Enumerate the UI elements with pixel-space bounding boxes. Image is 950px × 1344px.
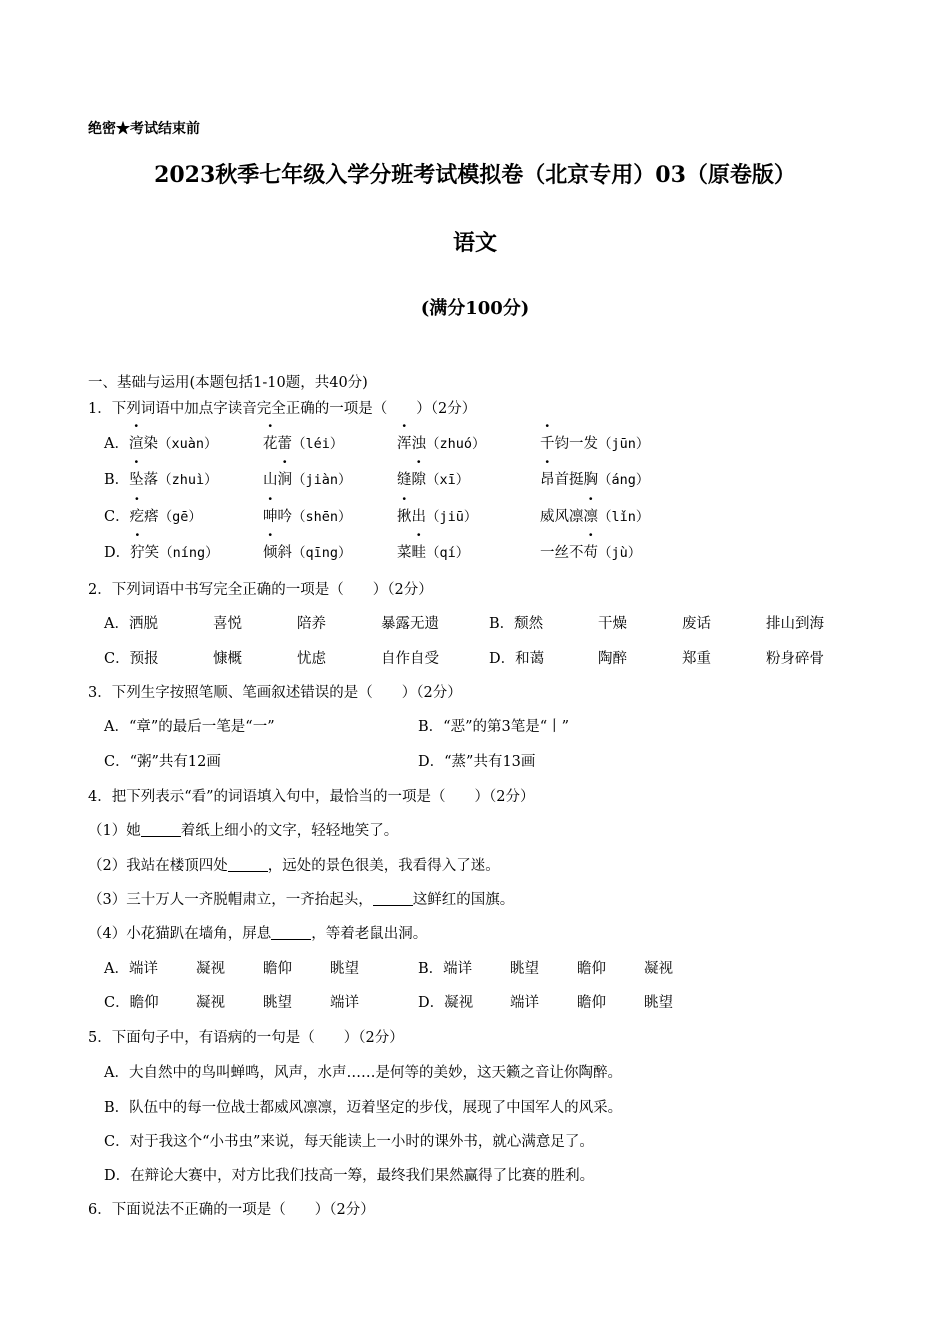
pinyin: （áng）: [598, 472, 650, 488]
option-text: 钧一发: [554, 436, 598, 452]
option-text: 山: [263, 472, 278, 488]
question-1-option: [397, 468, 469, 489]
question-4-sentence-1: [88, 819, 398, 840]
dotted-character: 涧: [277, 472, 292, 488]
pinyin: （shēn）: [292, 509, 352, 525]
sentence-1-end: 着纸上细小的文字，轻轻地笑了。: [180, 823, 399, 839]
question-3-option-c: C．“粥”共有12画: [104, 754, 221, 770]
question-1-option: [104, 432, 218, 453]
dotted-character: 花: [263, 436, 278, 452]
question-1-option: [540, 505, 649, 526]
pinyin: （lǐn）: [598, 509, 650, 525]
question-2-word: B．颓然: [489, 616, 544, 632]
question-2-word: A．洒脱: [104, 616, 158, 632]
pinyin: （jù）: [598, 545, 642, 561]
option-text: 缝: [397, 472, 412, 488]
question-4-word: 瞻仰: [577, 995, 606, 1011]
pinyin: （qīng）: [292, 545, 352, 561]
fill-blank: [373, 890, 413, 906]
question-2-word: 慷概: [213, 651, 242, 667]
option-text: 蕾: [277, 436, 292, 452]
subject-title: 语文: [452, 230, 497, 256]
pinyin: （léi）: [292, 436, 344, 452]
question-4-sentence-4: [88, 922, 427, 943]
dotted-character: 狞: [130, 545, 145, 561]
dotted-character: 昂: [540, 472, 555, 488]
question-2-word: 暴露无遗: [381, 616, 439, 632]
question-2-word: 自作自受: [381, 651, 439, 667]
sentence-4-end: ，等着老鼠出洞。: [311, 926, 428, 942]
pinyin: （jiū）: [426, 509, 478, 525]
option-text: 一丝不: [540, 545, 584, 561]
question-4-sentence-3: [88, 888, 514, 909]
question-2-word: 忧虑: [297, 651, 326, 667]
question-4-word: 眺望: [510, 961, 539, 977]
question-1-stem: 1．下列词语中加点字读音完全正确的一项是（ ）（2分）: [88, 401, 477, 417]
pinyin: （qí）: [426, 545, 470, 561]
question-4-word: 凝视: [644, 961, 673, 977]
question-1-option: [540, 468, 649, 489]
question-4-sentence-2: [88, 854, 500, 875]
dotted-character: 揪: [397, 509, 412, 525]
question-3-stem: 3．下列生字按照笔顺、笔画叙述错误的是（ ）（2分）: [88, 685, 462, 701]
pinyin: （níng）: [159, 545, 219, 561]
dotted-character: 凛: [583, 509, 598, 525]
question-4-word: 瞻仰: [263, 961, 292, 977]
question-4-word: 凝视: [196, 995, 225, 1011]
pinyin: （xuàn）: [157, 436, 218, 452]
option-text: 威风凛: [540, 509, 584, 525]
full-score: (满分100分): [420, 298, 530, 319]
confidential-label: 绝密★考试结束前: [88, 121, 200, 137]
fill-blank: [228, 856, 268, 872]
option-text: C．: [104, 509, 130, 525]
dotted-character: 千: [540, 436, 555, 452]
question-4-word: A．端详: [104, 961, 158, 977]
question-4-word: 端详: [510, 995, 539, 1011]
question-2-word: 陪养: [297, 616, 326, 632]
option-text: 浊: [411, 436, 426, 452]
question-2-word: 喜悦: [213, 616, 242, 632]
section-title: 一、基础与运用(本题包括1-10题，共40分): [88, 375, 368, 391]
dotted-character: 坠: [129, 472, 144, 488]
question-4-word: C．瞻仰: [104, 995, 159, 1011]
question-5-option-b: B．队伍中的每一位战士都威风凛凛，迈着坚定的步伐，展现了中国军人的风采。: [104, 1100, 623, 1116]
option-text: 斜: [277, 545, 292, 561]
question-5-option-a: A．大自然中的鸟叫蝉鸣，风声，水声……是何等的美妙，这天籁之音让你陶醉。: [104, 1065, 622, 1081]
exam-title: 2023秋季七年级入学分班考试模拟卷（北京专用）03（原卷版）: [154, 162, 796, 188]
question-6-stem: 6．下面说法不正确的一项是（ ）（2分）: [88, 1202, 375, 1218]
question-3-option-d: D．“蒸”共有13画: [418, 754, 536, 770]
sentence-1-start: （1）她: [88, 823, 141, 839]
question-1-option: [104, 468, 218, 489]
question-1-option: [397, 541, 469, 562]
question-2-word: 排山到海: [766, 616, 824, 632]
pinyin: （xī）: [426, 472, 470, 488]
question-3-option-a: A．“章”的最后一笔是“一”: [104, 719, 275, 735]
question-2-word: 郑重: [682, 651, 711, 667]
option-text: 染: [143, 436, 158, 452]
option-text: 笑: [144, 545, 160, 561]
option-text: A．: [104, 436, 129, 452]
question-4-word: 凝视: [196, 961, 225, 977]
question-4-word: 眺望: [644, 995, 673, 1011]
sentence-3-end: 这鲜红的国旗。: [412, 892, 515, 908]
question-4-word: D．凝视: [418, 995, 474, 1011]
question-4-stem: 4．把下列表示“看”的词语填入句中，最恰当的一项是（ ）（2分）: [88, 789, 535, 805]
question-3-option-b: B．“恶”的第3笔是“丨”: [418, 719, 570, 735]
option-text: 首挺胸: [554, 472, 598, 488]
question-1-option: [263, 541, 352, 562]
sentence-2-end: ，远处的景色很美，我看得入了迷。: [267, 858, 500, 874]
question-1-option: [540, 541, 641, 562]
option-text: B．: [104, 472, 130, 488]
question-2-word: 废话: [682, 616, 711, 632]
question-1-option: [397, 432, 486, 453]
question-4-word: 瞻仰: [577, 961, 606, 977]
dotted-character: 倾: [263, 545, 278, 561]
dotted-character: 浑: [397, 436, 412, 452]
sentence-2-start: （2）我站在楼顶四处: [88, 858, 228, 874]
dotted-character: 畦: [411, 545, 426, 561]
question-1-option: [540, 432, 649, 453]
question-2-word: D．和蔼: [489, 651, 545, 667]
question-1-option: [263, 468, 352, 489]
option-text: 瘩: [144, 509, 159, 525]
option-text: 吟: [277, 509, 292, 525]
question-5-option-c: C．对于我这个“小书虫”来说，每天能读上一小时的课外书，就心满意足了。: [104, 1134, 594, 1150]
question-2-word: 干燥: [598, 616, 627, 632]
question-1-option: [397, 505, 477, 526]
pinyin: （jūn）: [598, 436, 650, 452]
question-1-option: [263, 505, 352, 526]
pinyin: （jiàn）: [292, 472, 352, 488]
pinyin: （zhuì）: [158, 472, 218, 488]
question-4-word: 端详: [330, 995, 359, 1011]
pinyin: （zhuó）: [426, 436, 486, 452]
fill-blank: [271, 924, 311, 940]
question-2-stem: 2．下列词语中书写完全正确的一项是（ ）（2分）: [88, 582, 433, 598]
option-text: 落: [143, 472, 159, 488]
question-5-option-d: D．在辩论大赛中，对方比我们技高一筹，最终我们果然赢得了比赛的胜利。: [104, 1168, 595, 1184]
question-4-word: 眺望: [263, 995, 292, 1011]
question-5-stem: 5．下面句子中，有语病的一句是（ ）（2分）: [88, 1030, 404, 1046]
question-2-word: 粉身碎骨: [766, 651, 824, 667]
sentence-3-start: （3）三十万人一齐脱帽肃立，一齐抬起头，: [88, 892, 373, 908]
sentence-4-start: （4）小花猫趴在墙角，屏息: [88, 926, 272, 942]
question-1-option: [104, 505, 202, 526]
question-1-option: [263, 432, 343, 453]
fill-blank: [141, 821, 181, 837]
option-text: 出: [411, 509, 426, 525]
option-text: D．: [104, 545, 131, 561]
question-2-word: 陶醉: [598, 651, 627, 667]
dotted-character: 苟: [583, 545, 598, 561]
dotted-character: 疙: [129, 509, 145, 525]
question-4-word: B．端详: [418, 961, 473, 977]
question-2-word: C．预报: [104, 651, 159, 667]
pinyin: （gē）: [158, 509, 202, 525]
question-1-option: [104, 541, 219, 562]
question-4-word: 眺望: [330, 961, 359, 977]
dotted-character: 呻: [263, 509, 278, 525]
dotted-character: 隙: [411, 472, 426, 488]
option-text: 菜: [397, 545, 412, 561]
dotted-character: 渲: [128, 436, 144, 452]
